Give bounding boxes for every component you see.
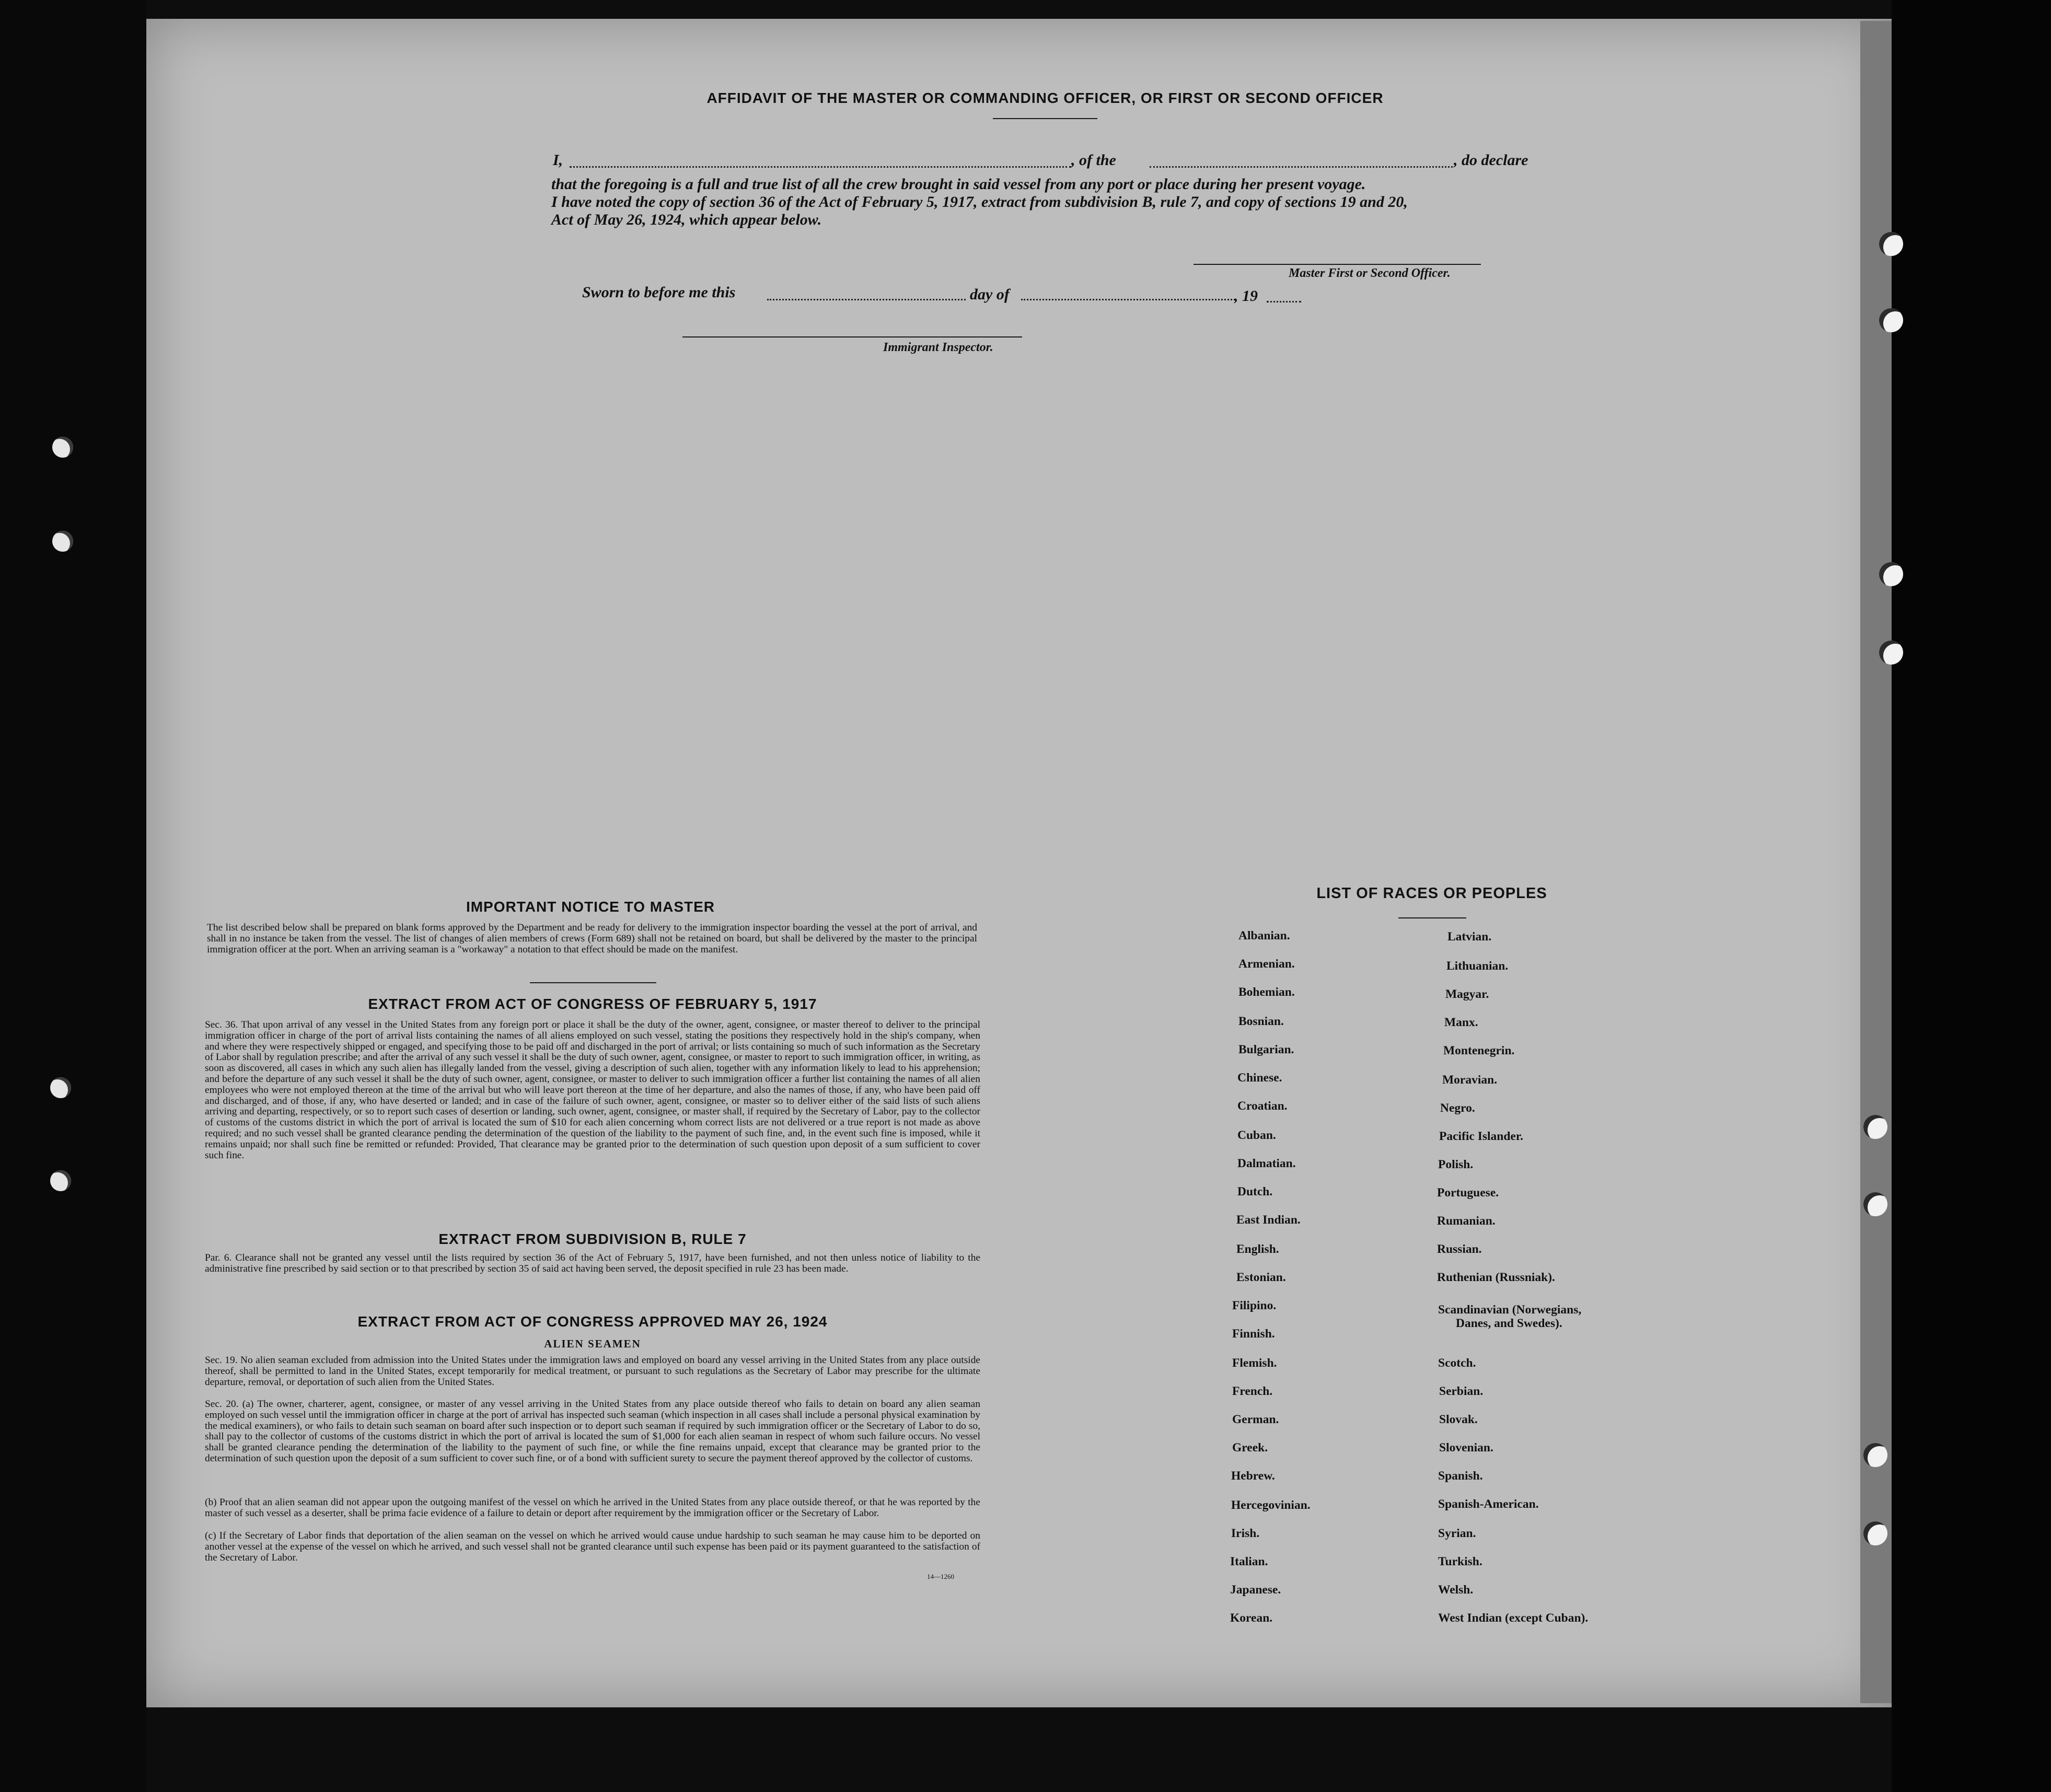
- punch-hole: [1879, 641, 1903, 665]
- race-left-item-2: Bohemian.: [1238, 985, 1295, 999]
- race-left-item-16: French.: [1232, 1384, 1273, 1398]
- race-left-item-19: Hebrew.: [1231, 1469, 1275, 1483]
- sec20a-text: Sec. 20. (a) The owner, charterer, agent, consignee, or master of any vessel arriving in the United States from any place outside thereof who fails to detain on board any alien seaman employed on such vessel until the immigration officer in charge at the port of arrival has inspected such seaman (which inspection in all cases shall include a personal physical examination by the medical examiners), or who fails to detain such seaman on board after such inspection or to deport such seaman if required by such immigration officer or the Secretary of Labor to do so, shall pay to the collector of customs of the customs district in which the port of arrival is located the sum of $1,000 for each alien seaman in respect of whom such failure occurs. No vessel shall be granted clearance pending the determination of the liability to the payment of such fine, or while the fine remains unpaid, except that clearance may be granted prior to the determination of such question upon the deposit of a sum sufficient to cover such fine, or of a bond with sufficient surety to secure the payment thereof approved by the collector of customs.: [205, 1399, 980, 1464]
- race-right-item-24: West Indian (except Cuban).: [1438, 1611, 1589, 1625]
- race-right-item-20: Spanish-American.: [1438, 1497, 1539, 1511]
- race-left-item-7: Cuban.: [1237, 1128, 1276, 1142]
- inspector-label: Immigrant Inspector.: [883, 341, 993, 354]
- sec19-text: Sec. 19. No alien seaman excluded from admission into the United States under the immigration laws and employed on board any vessel arriving in the United States from any place outside thereof, shall be permitted to land in the United States, except temporarily for medical treatment, or pursuant to such regulations as the Secretary of Labor may prescribe for the ultimate departure, removal, or deportation of such alien from the United States.: [205, 1355, 980, 1388]
- race-right-item-21: Syrian.: [1438, 1527, 1476, 1540]
- race-right-item-12: Ruthenian (Russniak).: [1437, 1271, 1555, 1284]
- sec20b-text: (b) Proof that an alien seaman did not appear upon the outgoing manifest of the vessel on which he arrived in the United States from any place outside thereof, or that he was reported by the master of such vessel as a deserter, shall be prima facie evidence of a failure to detain or deport after requirement by the immigration officer or the Secretary of Labor.: [205, 1497, 980, 1519]
- extract-rule7-text: Par. 6. Clearance shall not be granted any vessel until the lists required by section 36 of the Act of February 5, 1917, have been furnished, and not then unless notice of liability to the administrative fine prescribed by said section or to that prescribed by section 35 of said act having been served, the deposit specified in rule 23 has been made.: [205, 1252, 980, 1274]
- vessel-field[interactable]: [1150, 166, 1453, 168]
- race-left-item-20: Hercegovinian.: [1231, 1498, 1311, 1512]
- inspector-signature-line[interactable]: [682, 336, 1022, 338]
- race-left-item-1: Armenian.: [1238, 957, 1295, 971]
- punch-hole: [50, 1170, 71, 1191]
- scan-border-right: [1892, 0, 2051, 1792]
- punch-hole: [52, 531, 73, 552]
- scan-border-left: [0, 0, 146, 1792]
- race-right-item-17: Slovak.: [1439, 1413, 1478, 1426]
- race-right-item-9: Portuguese.: [1437, 1186, 1499, 1200]
- sworn-day-field[interactable]: [767, 299, 966, 300]
- punch-hole: [1863, 1115, 1887, 1139]
- race-left-item-5: Chinese.: [1237, 1071, 1282, 1085]
- affidavit-title: AFFIDAVIT OF THE MASTER OR COMMANDING OFFICER, OR FIRST OR SECOND OFFICER: [706, 90, 1384, 106]
- signature-label: Master First or Second Officer.: [1289, 266, 1451, 280]
- race-left-item-4: Bulgarian.: [1238, 1043, 1294, 1056]
- name-field[interactable]: [570, 166, 1071, 168]
- race-left-item-18: Greek.: [1232, 1441, 1268, 1454]
- sec20c-text: (c) If the Secretary of Labor finds that deportation of the alien seaman on the vessel on which he arrived would cause undue hardship to such seaman he may cause him to be deported on another vessel at the expense of the vessel on which he arrived, and such vessel shall not be granted clearance until such expense has been paid or its payment guaranteed to the satisfaction of the Secretary of Labor.: [205, 1530, 980, 1563]
- notice-text: The list described below shall be prepared on blank forms approved by the Department and be ready for delivery to the immigration inspector boarding the vessel at the port of arrival, and shall in no instance be taken from the vessel. The list of changes of alien members of crews (Form 689) shall not be retained on board, but shall be delivered by the master to the principal immigration officer at the port. When an arriving seaman is a "workaway" a notation to that effect should be made on the manifest.: [207, 922, 977, 955]
- affidavit-line-1-end: , do declare: [1454, 152, 1528, 169]
- punch-hole: [1879, 562, 1903, 586]
- race-right-item-1: Lithuanian.: [1446, 959, 1509, 973]
- extract-1917-text: Sec. 36. That upon arrival of any vessel in the United States from any foreign port or place it shall be the duty of the owner, agent, consignee, or master thereof to deliver to the principal immigration officer in charge of the port of arrival lists containing the names of all aliens employed on such vessel, stating the positions they respectively hold in the ship's company, when and where they were respectively shipped or engaged, and specifying those to be paid off and discharged in the port of arrival; or lists containing so much of such information as the Secretary of Labor shall by regulation prescribe; and after the arrival of any such vessel it shall be the duty of such owner, agent, consignee, or master to report to such immigration officer, in writing, as soon as discovered, all cases in which any such alien has illegally landed from the vessel, giving a description of such alien, together with any information likely to lead to his apprehension; and before the departure of any such vessel it shall be the duty of such owner, agent, consignee, or master to deliver to such immigration officer a further list containing the names of all alien employees who were not employed thereon at the time of the arrival but who will leave port thereon at the time of her departure, and also the names of those, if any, who have been paid off and discharged, and of those, if any, who have deserted or landed; and in case of the failure of such owner, agent, consignee, or master so to deliver either of the said lists of such aliens arriving and departing, respectively, or so to report such cases of desertion or landing, such owner, agent, consignee, or master shall, if required by the Secretary of Labor, pay to the collector of customs of the customs district in which the port of arrival is located the sum of $10 for each alien concerning whom correct lists are not delivered or a true report is not made as above required; and no such vessel shall be granted clearance pending the determination of the question of the liability to the payment of such fine, and, in the event such fine is imposed, while it remains unpaid; nor shall such fine be remitted or refunded: Provided, That clearance may be granted prior to the determination of such question upon deposit of a sum sufficient to cover such fine.: [205, 1019, 980, 1161]
- race-right-item-18: Slovenian.: [1439, 1441, 1493, 1454]
- race-left-item-21: Irish.: [1231, 1527, 1260, 1540]
- race-left-item-13: Filipino.: [1232, 1299, 1277, 1312]
- race-right-item-6: Negro.: [1440, 1101, 1475, 1115]
- race-left-item-15: Flemish.: [1232, 1356, 1277, 1370]
- race-right-item-3: Manx.: [1444, 1016, 1478, 1029]
- race-right-item-8: Polish.: [1438, 1158, 1474, 1171]
- race-left-item-17: German.: [1232, 1413, 1279, 1426]
- affidavit-body-line-2: I have noted the copy of section 36 of the Act of February 5, 1917, extract from subdivision B, rule 7, and copy of sections 19 and 20,: [551, 193, 1408, 211]
- race-left-item-11: English.: [1236, 1242, 1279, 1256]
- races-title: LIST OF RACES OR PEOPLES: [1316, 885, 1547, 902]
- race-right-item-15: Scotch.: [1438, 1356, 1476, 1370]
- races-title-rule: [1398, 917, 1466, 918]
- race-right-item-23: Welsh.: [1438, 1583, 1474, 1597]
- affidavit-body-line-3: Act of May 26, 1924, which appear below.: [551, 211, 822, 228]
- race-right-item-4: Montenegrin.: [1443, 1044, 1515, 1057]
- race-left-item-22: Italian.: [1230, 1555, 1268, 1568]
- punch-hole: [52, 437, 73, 458]
- race-right-item-11: Russian.: [1437, 1242, 1482, 1256]
- punch-hole: [1863, 1192, 1887, 1216]
- race-right-item-10: Rumanian.: [1437, 1214, 1496, 1228]
- punch-hole: [1863, 1443, 1887, 1467]
- race-left-item-10: East Indian.: [1236, 1213, 1301, 1227]
- race-left-item-12: Estonian.: [1236, 1271, 1286, 1284]
- race-right-item-0: Latvian.: [1447, 930, 1492, 944]
- race-left-item-6: Croatian.: [1237, 1099, 1288, 1113]
- affidavit-body-line-1: that the foregoing is a full and true list of all the crew brought in said vessel from any port or place during her present voyage.: [551, 176, 1366, 193]
- race-right-item-7: Pacific Islander.: [1439, 1130, 1524, 1143]
- alien-seamen-subtitle: ALIEN SEAMEN: [544, 1337, 641, 1350]
- sworn-year-field[interactable]: [1267, 301, 1301, 302]
- race-left-item-24: Korean.: [1230, 1611, 1273, 1625]
- sworn-year-label: , 19: [1234, 287, 1258, 305]
- sworn-text: Sworn to before me this: [582, 284, 736, 301]
- signature-line[interactable]: [1193, 264, 1481, 265]
- race-left-item-3: Bosnian.: [1238, 1015, 1284, 1028]
- race-left-item-8: Dalmatian.: [1237, 1157, 1296, 1170]
- punch-hole: [1879, 308, 1903, 332]
- sworn-day-label: day of: [970, 286, 1010, 303]
- race-right-item-2: Magyar.: [1445, 987, 1489, 1001]
- race-left-item-9: Dutch.: [1237, 1185, 1273, 1198]
- notice-title: IMPORTANT NOTICE TO MASTER: [466, 899, 715, 915]
- race-right-item-13: Scandinavian (Norwegians,: [1438, 1303, 1582, 1317]
- extract-1917-title: EXTRACT FROM ACT OF CONGRESS OF FEBRUARY 5, 1917: [368, 996, 817, 1012]
- race-left-item-14: Finnish.: [1232, 1327, 1275, 1341]
- extract-rule7-title: EXTRACT FROM SUBDIVISION B, RULE 7: [438, 1231, 747, 1247]
- race-right-item-14: Danes, and Swedes).: [1456, 1317, 1562, 1330]
- race-right-item-22: Turkish.: [1438, 1555, 1482, 1568]
- race-right-item-16: Serbian.: [1439, 1384, 1484, 1398]
- affidavit-line-1-start: I,: [553, 152, 563, 169]
- race-left-item-0: Albanian.: [1238, 929, 1290, 942]
- race-right-item-5: Moravian.: [1442, 1073, 1498, 1087]
- race-right-item-19: Spanish.: [1438, 1469, 1483, 1483]
- race-left-item-23: Japanese.: [1230, 1583, 1281, 1597]
- affidavit-line-1-mid: , of the: [1071, 152, 1116, 169]
- punch-hole: [50, 1077, 71, 1098]
- sworn-month-field[interactable]: [1021, 299, 1235, 300]
- section-divider: [530, 982, 656, 983]
- form-number: 14—1260: [927, 1573, 954, 1580]
- punch-hole: [1863, 1521, 1887, 1545]
- title-rule: [993, 118, 1097, 119]
- extract-1924-title: EXTRACT FROM ACT OF CONGRESS APPROVED MAY 26, 1924: [357, 1313, 828, 1330]
- punch-hole: [1879, 232, 1903, 256]
